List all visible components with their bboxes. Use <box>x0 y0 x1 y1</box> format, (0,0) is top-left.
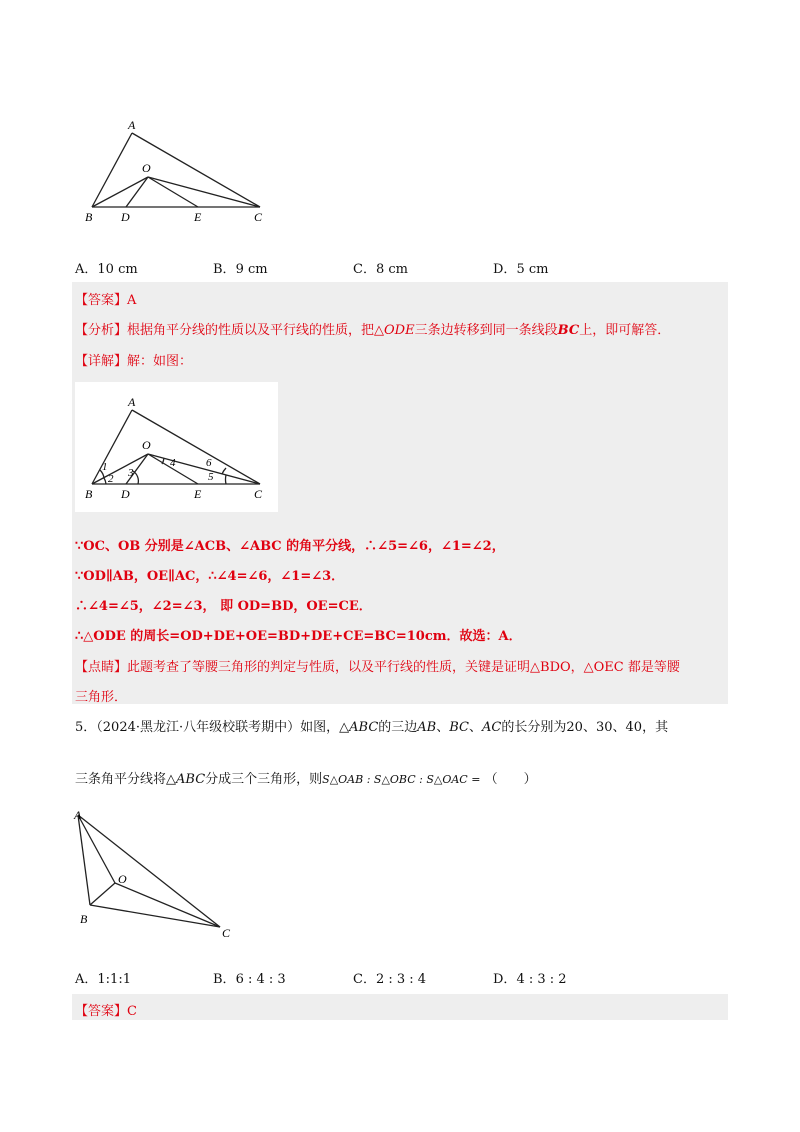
q4-step-3: ∴∠4=∠5，∠2=∠3， 即 OD=BD，OE=CE． <box>75 599 372 614</box>
angle-2: 2 <box>108 473 114 485</box>
q4-detail: 【详解】解：如图： <box>75 354 193 369</box>
label-b: B <box>85 210 93 224</box>
angle-1: 1 <box>102 461 108 473</box>
label-o: O <box>142 438 151 452</box>
label-c: C <box>254 487 263 501</box>
label-a: A <box>128 118 136 132</box>
q5-answer-panel <box>72 994 728 1020</box>
label-e: E <box>194 487 202 501</box>
label-o: O <box>118 872 127 886</box>
label-o: O <box>142 161 151 175</box>
figure-triangle-abc-q4 <box>80 115 280 225</box>
q4-comment: 【点睛】此题考查了等腰三角形的判定与性质，以及平行线的性质，关键是证明△BDO，△OEC 都是等腰 <box>75 660 680 675</box>
q5-answer: 【答案】C <box>75 1004 137 1019</box>
angle-5: 5 <box>208 471 214 483</box>
q5-option-c[interactable]: C．2 : 3 : 4 <box>353 972 427 987</box>
q4-step-2: ∵OD∥AB，OE∥AC，∴∠4=∠6，∠1=∠3． <box>75 569 345 584</box>
label-a: A <box>74 808 82 822</box>
label-b: B <box>85 487 93 501</box>
angle-6: 6 <box>206 457 212 469</box>
figure-triangle-q5 <box>70 805 250 945</box>
q5-option-d[interactable]: D．4 : 3 : 2 <box>493 972 567 987</box>
label-c: C <box>254 210 263 224</box>
figure-triangle-annotated <box>80 392 275 504</box>
label-e: E <box>194 210 202 224</box>
label-d: D <box>121 210 130 224</box>
q4-comment-cont: 三角形． <box>75 690 128 705</box>
label-c: C <box>222 926 231 940</box>
label-b: B <box>80 912 88 926</box>
label-d: D <box>121 487 130 501</box>
q4-option-d[interactable]: D．5 cm <box>493 262 549 277</box>
q5-option-b[interactable]: B．6 : 4 : 3 <box>213 972 286 987</box>
q5-option-a[interactable]: A．1:1:1 <box>75 972 131 987</box>
angle-4: 4 <box>170 457 176 469</box>
q4-option-a[interactable]: A．10 cm <box>75 262 138 277</box>
q4-step-1: ∵OC、OB 分别是∠ACB、∠ABC 的角平分线，∴∠5=∠6，∠1=∠2， <box>75 539 505 554</box>
q4-answer: 【答案】A <box>75 293 137 308</box>
angle-3: 3 <box>128 467 134 479</box>
label-a: A <box>128 395 136 409</box>
q4-analysis: 【分析】根据角平分线的性质以及平行线的性质，把△ODE三条边转移到同一条线段BC上，即可解答． <box>75 323 671 338</box>
q5-stem-line2: 三条角平分线将△ABC分成三个三角形，则S△OAB : S△OBC : S△OAC = （ ） <box>75 772 537 787</box>
q5-stem-line1: 5．（2024·黑龙江·八年级校联考期中）如图，△ABC的三边AB、BC、AC的长分别为20、30、40，其 <box>75 720 669 735</box>
q4-step-4: ∴△ODE 的周长=OD+DE+OE=BD+DE+CE=BC=10cm．故选：A． <box>75 629 522 644</box>
q4-option-c[interactable]: C．8 cm <box>353 262 408 277</box>
q4-option-b[interactable]: B．9 cm <box>213 262 268 277</box>
